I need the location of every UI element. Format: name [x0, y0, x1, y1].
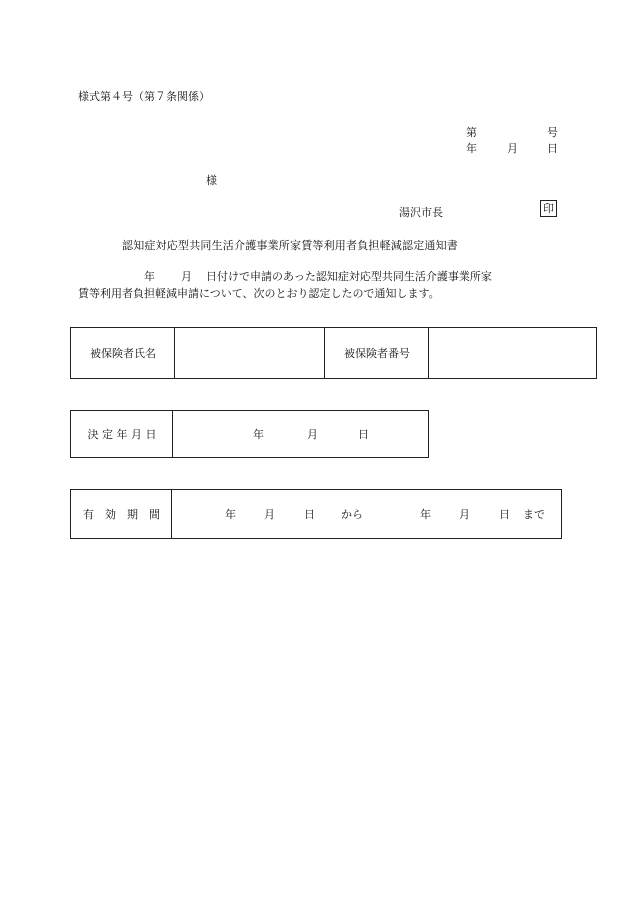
- insured-info-table: [70, 327, 597, 379]
- issuer-name: 湯沢市長: [399, 206, 443, 219]
- addressee-honorific: 様: [206, 174, 217, 187]
- document-date-day: 日: [547, 142, 558, 155]
- decision-month: 月: [307, 428, 318, 441]
- insured-number-label: 被保険者番号: [344, 347, 410, 360]
- decision-year: 年: [253, 428, 264, 441]
- from-day: 日: [304, 508, 315, 521]
- decision-date-label: 決 定 年 月 日: [87, 428, 157, 441]
- body-line-2: 賃等利用者負担軽減申請について、次のとおり認定したので通知します。: [78, 287, 440, 300]
- validity-period-value[interactable]: [172, 490, 561, 538]
- to-day: 日: [499, 508, 510, 521]
- body-year: 年: [144, 270, 155, 283]
- document-number-suffix: 号: [547, 126, 558, 139]
- body-month: 月: [181, 270, 192, 283]
- form-number: 様式第４号（第７条関係）: [78, 90, 210, 103]
- document-date-month: 月: [507, 142, 518, 155]
- from-month: 月: [264, 508, 275, 521]
- insured-name-value[interactable]: [175, 328, 325, 378]
- from-word: から: [341, 508, 363, 521]
- decision-date-table: [70, 410, 429, 458]
- from-year: 年: [225, 508, 236, 521]
- decision-day: 日: [358, 428, 369, 441]
- document-title: 認知症対応型共同生活介護事業所家賃等利用者負担軽減認定通知書: [122, 239, 458, 252]
- document-number-prefix: 第: [466, 126, 477, 139]
- to-word: まで: [523, 508, 545, 521]
- decision-date-value[interactable]: [173, 411, 428, 457]
- body-line-1-text: 日付けで申請のあった認知症対応型共同生活介護事業所家: [206, 270, 492, 283]
- insured-number-value[interactable]: [429, 328, 596, 378]
- to-year: 年: [420, 508, 431, 521]
- validity-period-label: 有 効 期 間: [83, 508, 160, 521]
- document-date-year: 年: [466, 142, 477, 155]
- document-number: [466, 124, 558, 140]
- insured-name-label: 被保険者氏名: [90, 347, 156, 360]
- to-month: 月: [459, 508, 470, 521]
- validity-period-table: [70, 489, 562, 539]
- seal-mark: 印: [540, 200, 557, 217]
